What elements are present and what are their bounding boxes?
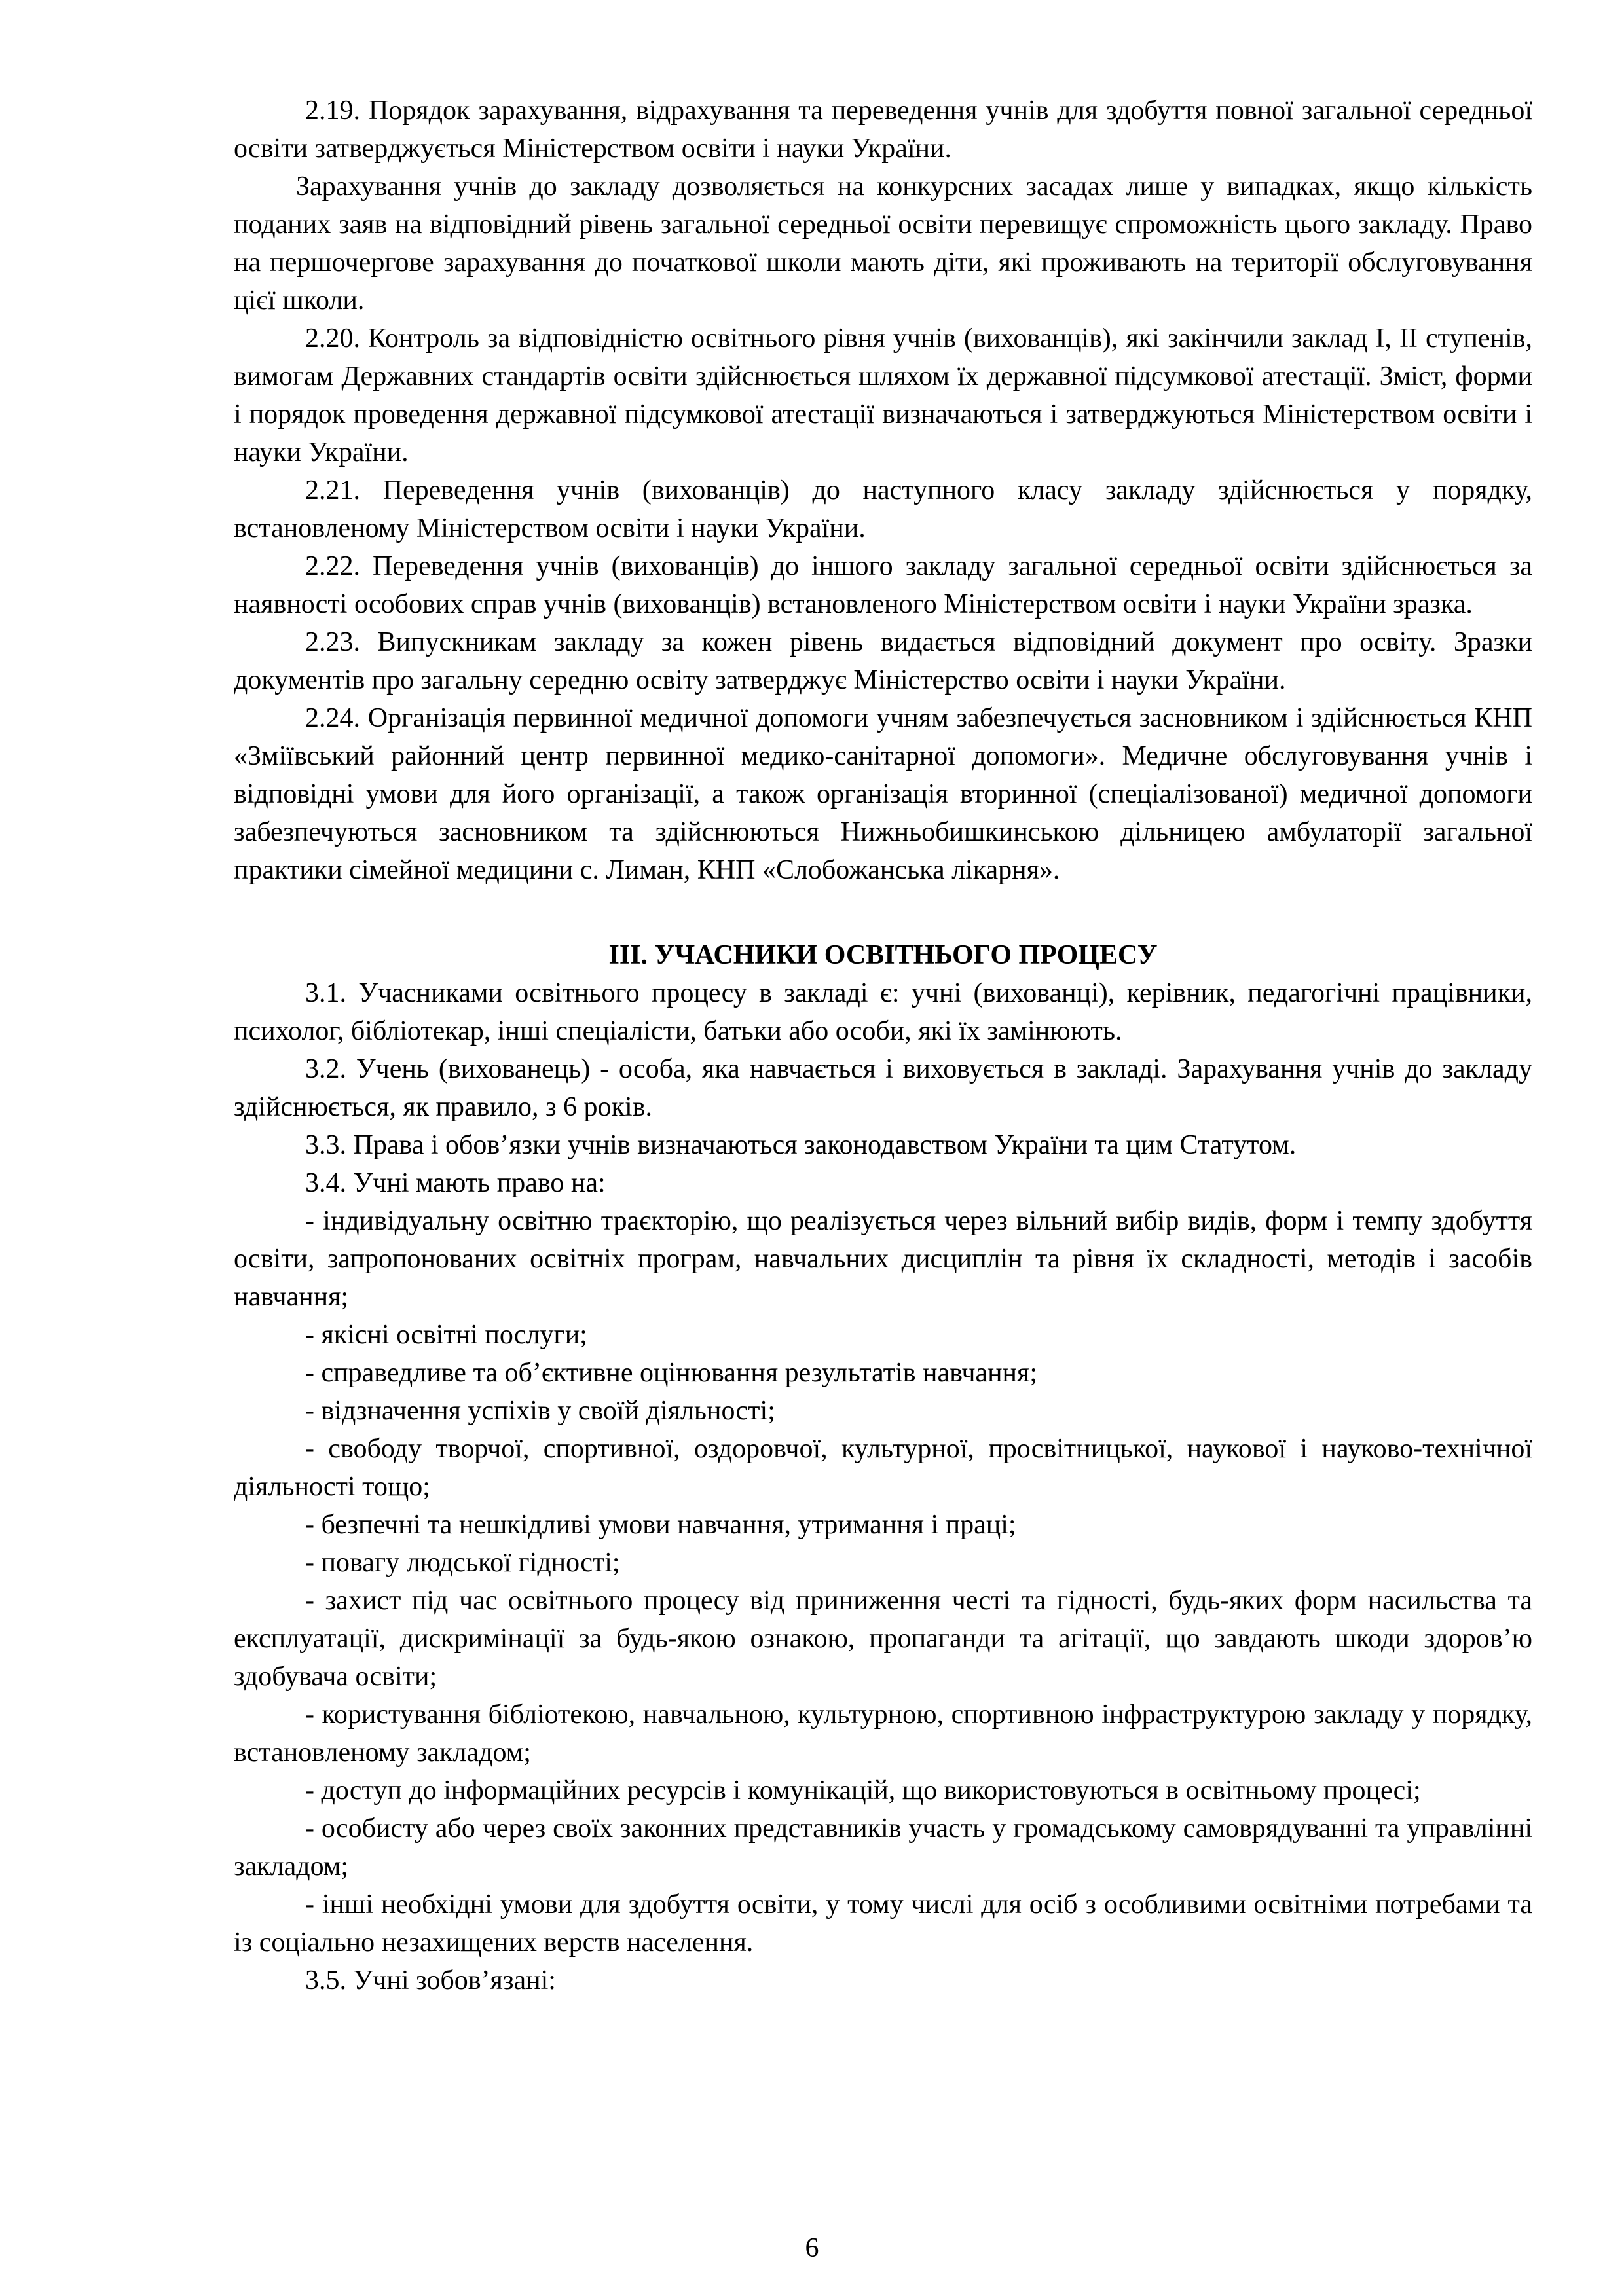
paragraph-3-3: 3.3. Права і обов’язки учнів визначаються законодавством України та цим Статутом.: [305, 1130, 1297, 1160]
list-item: - індивідуальну освітню траєкторію, що реалізується через вільний вибір видів, форм і темпу здобуття освіти, запропонованих освітніх програм, навчальних дисциплін та рівня їх складності, методів і засобів навчання;: [234, 1206, 1532, 1312]
paragraph-3-1: 3.1. Учасниками освітнього процесу в закладі є: учні (вихованці), керівник, педагогічні працівники, психолог, бібліотекар, інші спеціалісти, батьки або особи, які їх замінюють.: [234, 978, 1532, 1046]
list-item: - користування бібліотекою, навчальною, культурною, спортивною інфраструктурою закладу у порядку, встановленому закладом;: [234, 1700, 1532, 1768]
paragraph-2-19: 2.19. Порядок зарахування, відрахування та переведення учнів для здобуття повної загальної середньої освіти затверджується Міністерством освіти і науки України.: [234, 96, 1532, 164]
list-item: - повагу людської гідності;: [305, 1548, 620, 1578]
list-item: - якісні освітні послуги;: [305, 1320, 587, 1350]
list-item: - свободу творчої, спортивної, оздоровчої, культурної, просвітницької, наукової і науково-технічної діяльності тощо;: [234, 1434, 1532, 1502]
paragraph-2-22: 2.22. Переведення учнів (вихованців) до іншого закладу загальної середньої освіти здійснюється за наявності особових справ учнів (вихованців) встановленого Міністерством освіти і науки України зразка.: [234, 551, 1532, 619]
paragraph-3-4: 3.4. Учні мають право на:: [305, 1168, 606, 1198]
paragraph-enrollment: Зарахування учнів до закладу дозволяється на конкурсних засадах лише у випадках, якщо кількість поданих заяв на відповідний рівень загальної середньої освіти перевищує спроможність цього закладу. Право на першочергове зарахування до початкової школи мають діти, які проживають на території обслуговування цієї школи.: [234, 172, 1532, 316]
paragraph-2-20: 2.20. Контроль за відповідністю освітнього рівня учнів (вихованців), які закінчили заклад І, ІІ ступенів, вимогам Державних стандартів освіти здійснюється шляхом їх державної підсумкової атестації. Зміст, форми і порядок проведення державної підсумкової атестації визначаються і затверджуються Міністерством освіти і науки України.: [234, 323, 1532, 467]
list-item: - справедливе та об’єктивне оцінювання результатів навчання;: [305, 1358, 1038, 1388]
paragraph-3-2: 3.2. Учень (вихованець) - особа, яка навчається і виховується в закладі. Зарахування учнів до закладу здійснюється, як правило, з 6 років.: [234, 1054, 1532, 1122]
list-item: - безпечні та нешкідливі умови навчання, утримання і праці;: [305, 1510, 1016, 1540]
list-item: - особисту або через своїх законних представників участь у громадському самоврядуванні та управлінні закладом;: [234, 1813, 1532, 1882]
document-page: [234, 92, 1532, 1999]
list-item: - захист під час освітнього процесу від приниження честі та гідності, будь-яких форм насильства та експлуатації, дискримінації за будь-якою ознакою, пропаганди та агітації, що завдають шкоди здоров’ю здобувача освіти;: [234, 1586, 1532, 1692]
paragraph-2-24: 2.24. Організація первинної медичної допомоги учням забезпечується засновником і здійснюється КНП «Зміївський районний центр первинної медико-санітарної допомоги». Медичне обслуговування учнів і відповідні умови для його організації, а також організація вторинної (спеціалізованої) медичної допомоги забезпечуються засновником та здійснюються Нижньобишкинською дільницею амбулаторії загальної практики сімейної медицини с. Лиман, КНП «Слобожанська лікарня».: [234, 703, 1532, 885]
section-heading: ІІІ. УЧАСНИКИ ОСВІТНЬОГО ПРОЦЕСУ: [608, 940, 1158, 970]
rights-list: [234, 1202, 1532, 1961]
paragraph-2-23: 2.23. Випускникам закладу за кожен рівень видається відповідний документ про освіту. Зразки документів про загальну середню освіту затверджує Міністерство освіти і науки України.: [234, 627, 1532, 695]
list-item: - відзначення успіхів у своїй діяльності;: [305, 1396, 775, 1426]
page-number: 6: [805, 2233, 819, 2263]
list-item: - доступ до інформаційних ресурсів і комунікацій, що використовуються в освітньому процесі;: [305, 1776, 1421, 1806]
paragraph-2-21: 2.21. Переведення учнів (вихованців) до наступного класу закладу здійснюється у порядку, встановленому Міністерством освіти і науки України.: [234, 475, 1532, 543]
paragraph-3-5: 3.5. Учні зобов’язані:: [305, 1965, 556, 1995]
list-item: - інші необхідні умови для здобуття освіти, у тому числі для осіб з особливими освітніми потребами та із соціально незахищених верств населення.: [234, 1889, 1532, 1958]
